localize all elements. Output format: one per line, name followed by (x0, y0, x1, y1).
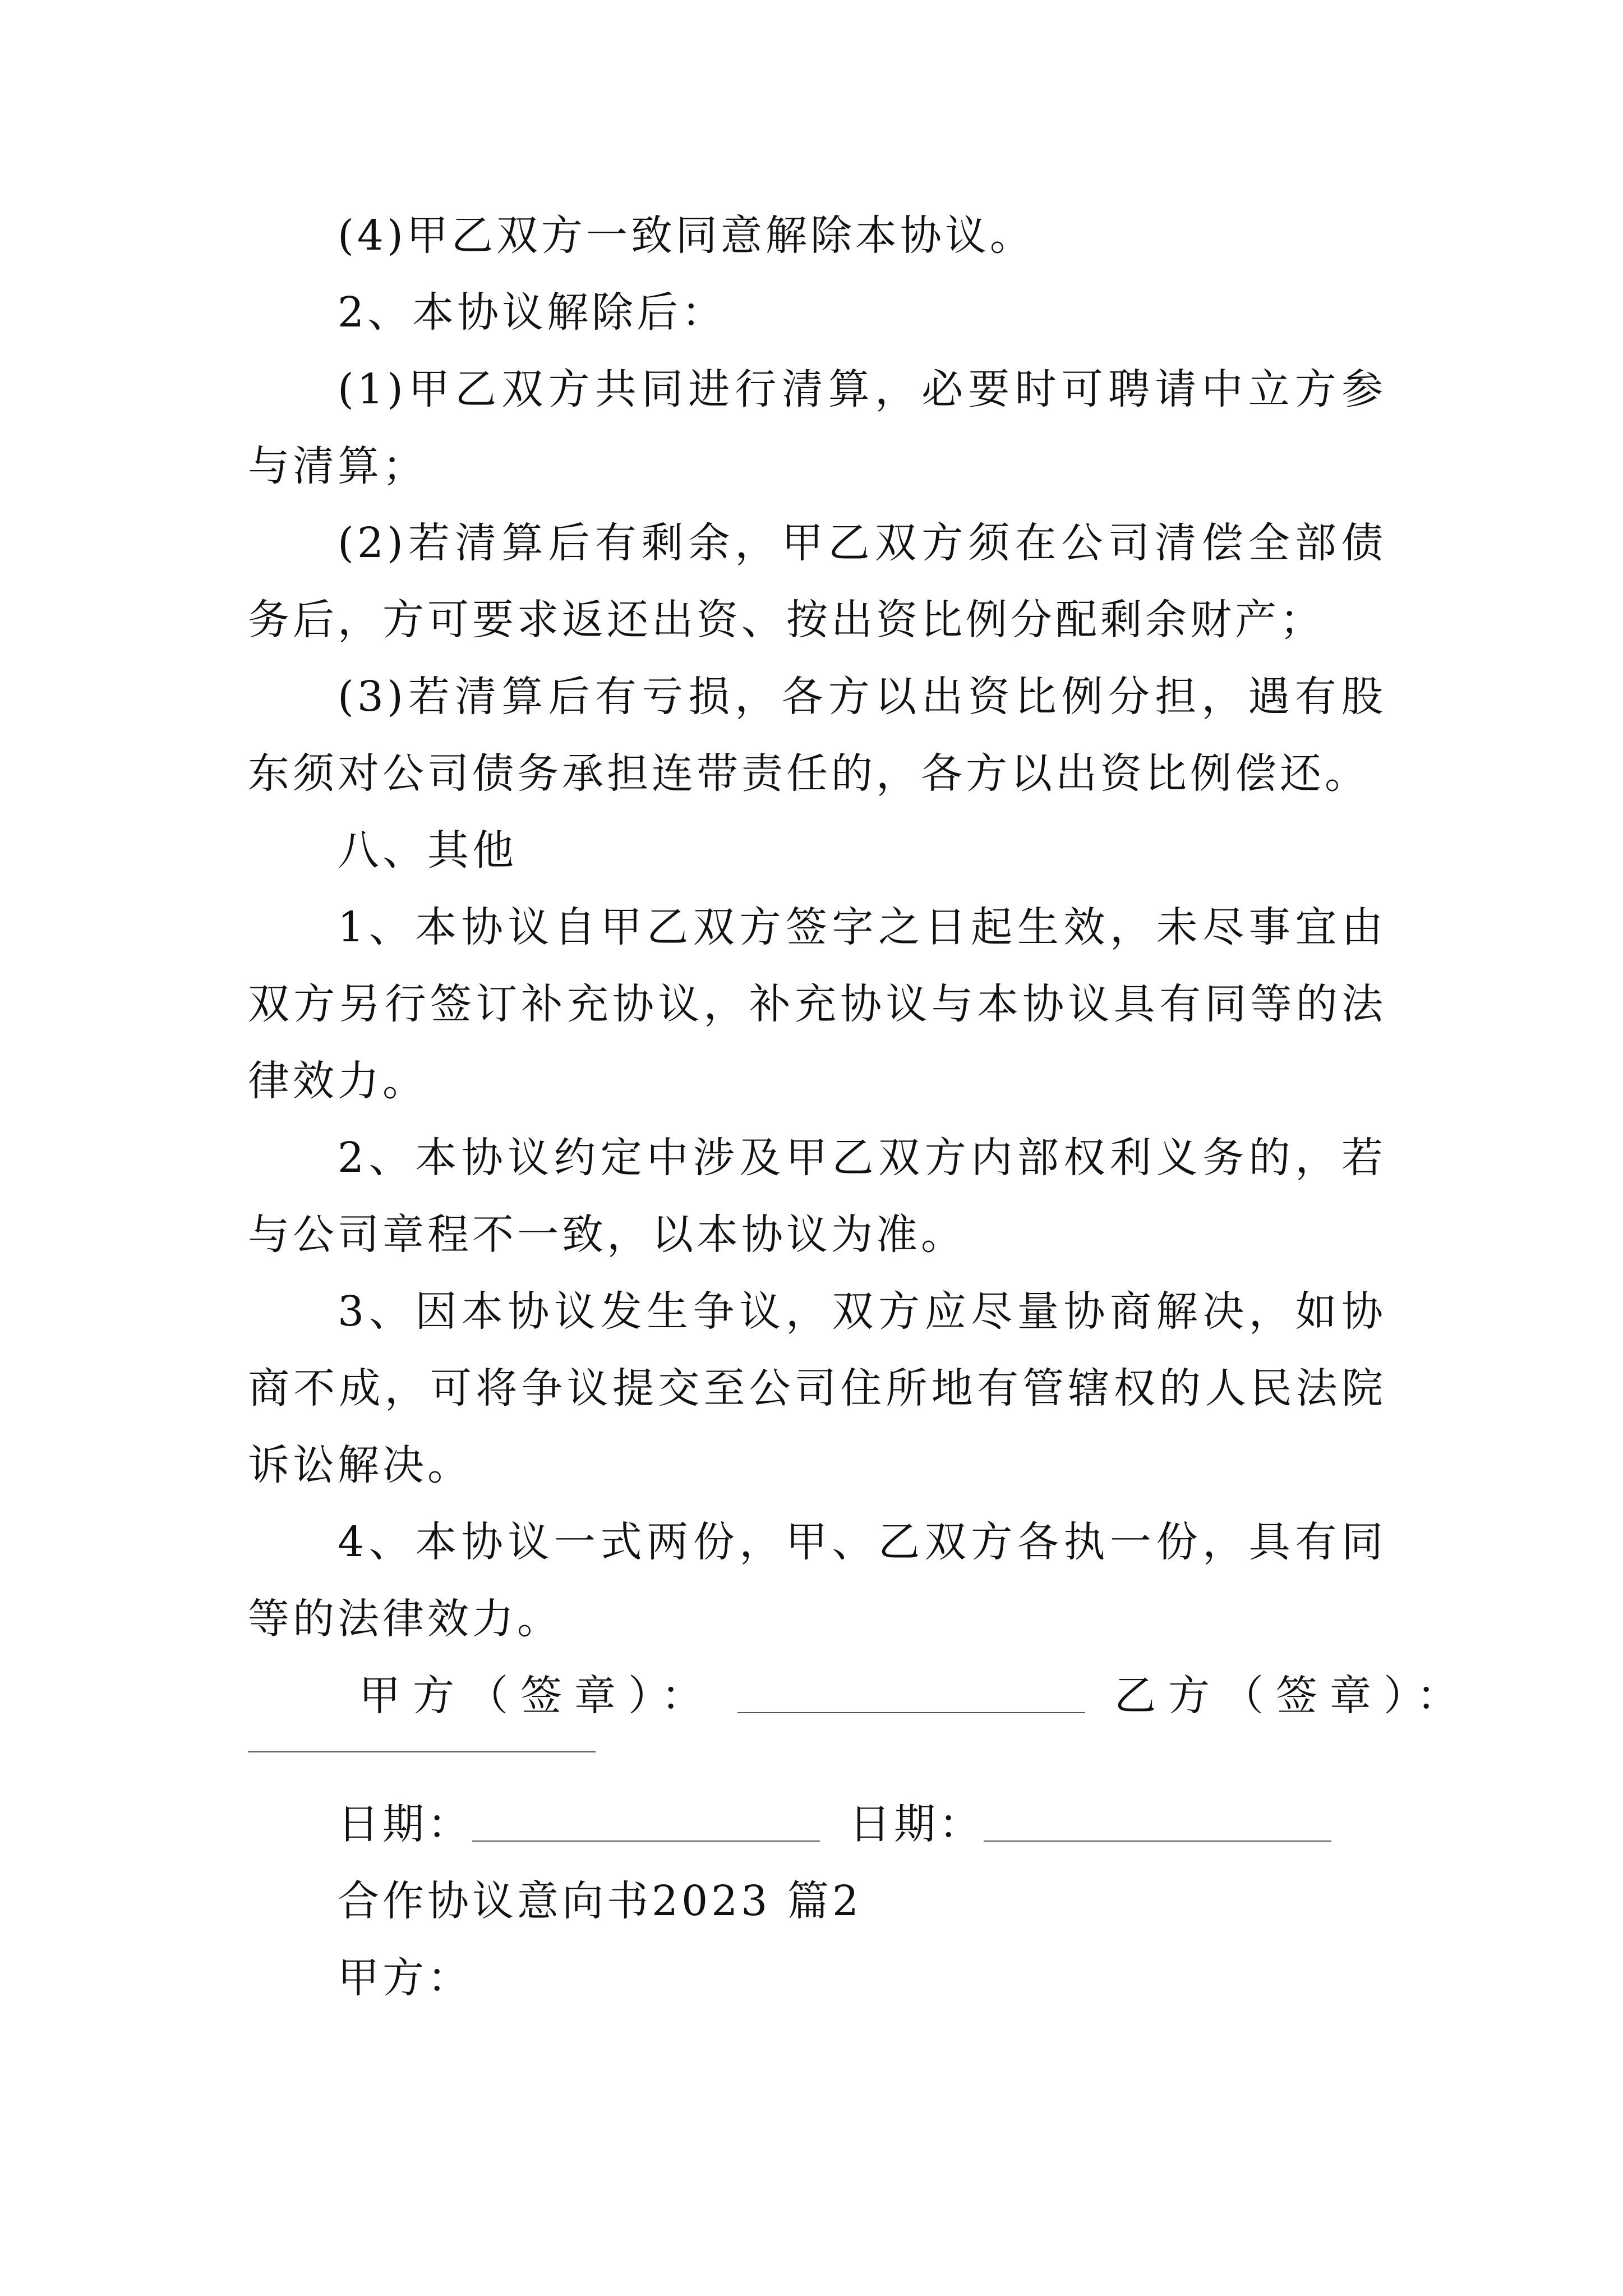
party-b-signature-label: 乙方（签章）： (1114, 1672, 1470, 1720)
party-a-signature-label: 甲方（签章）： (359, 1672, 715, 1720)
paragraph-other-2: 2、本协议约定中涉及甲乙双方内部权利义务的，若与公司章程不一致，以本协议为准。 (248, 1134, 1386, 1259)
paragraph-other-4: 4、本协议一式两份，甲、乙双方各执一份，具有同等的法律效力。 (248, 1518, 1386, 1643)
signature-row (248, 1658, 1470, 1734)
party-a-signature-line[interactable] (737, 1711, 1085, 1713)
paragraph-after-termination: 2、本协议解除后： (338, 288, 727, 337)
date-row (248, 1786, 1386, 1863)
party-b-signature-line[interactable] (248, 1751, 596, 1752)
date-line-a[interactable] (472, 1840, 820, 1842)
paragraph-other-1: 1、本协议自甲乙双方签字之日起生效，未尽事宜由双方另行签订补充协议，补充协议与本协议具有同等的法律效力。 (248, 903, 1386, 1105)
date-label-b: 日期： (849, 1800, 984, 1848)
next-party-label: 甲方： (338, 1954, 472, 2002)
paragraph-other-3: 3、因本协议发生争议，双方应尽量协商解决，如协商不成，可将争议提交至公司住所地有管辖权的人民法院诉讼解决。 (248, 1287, 1386, 1489)
paragraph-liquidation-1: (1)甲乙双方共同进行清算，必要时可聘请中立方参与清算； (248, 365, 1386, 490)
section-heading-other: 八、其他 (338, 826, 517, 875)
date-label-a: 日期： (338, 1800, 472, 1848)
paragraph-terminate-4: (4)甲乙双方一致同意解除本协议。 (338, 211, 1035, 260)
date-line-b[interactable] (984, 1840, 1331, 1842)
paragraph-liquidation-2: (2)若清算后有剩余，甲乙双方须在公司清偿全部债务后，方可要求返还出资、按出资比例分配剩余财产； (248, 519, 1386, 644)
document-body (248, 197, 1470, 2017)
paragraph-liquidation-3: (3)若清算后有亏损，各方以出资比例分担，遇有股东须对公司债务承担连带责任的，各方以出资比例偿还。 (248, 673, 1386, 798)
next-section-title: 合作协议意向书2023 篇2 (338, 1877, 862, 1925)
